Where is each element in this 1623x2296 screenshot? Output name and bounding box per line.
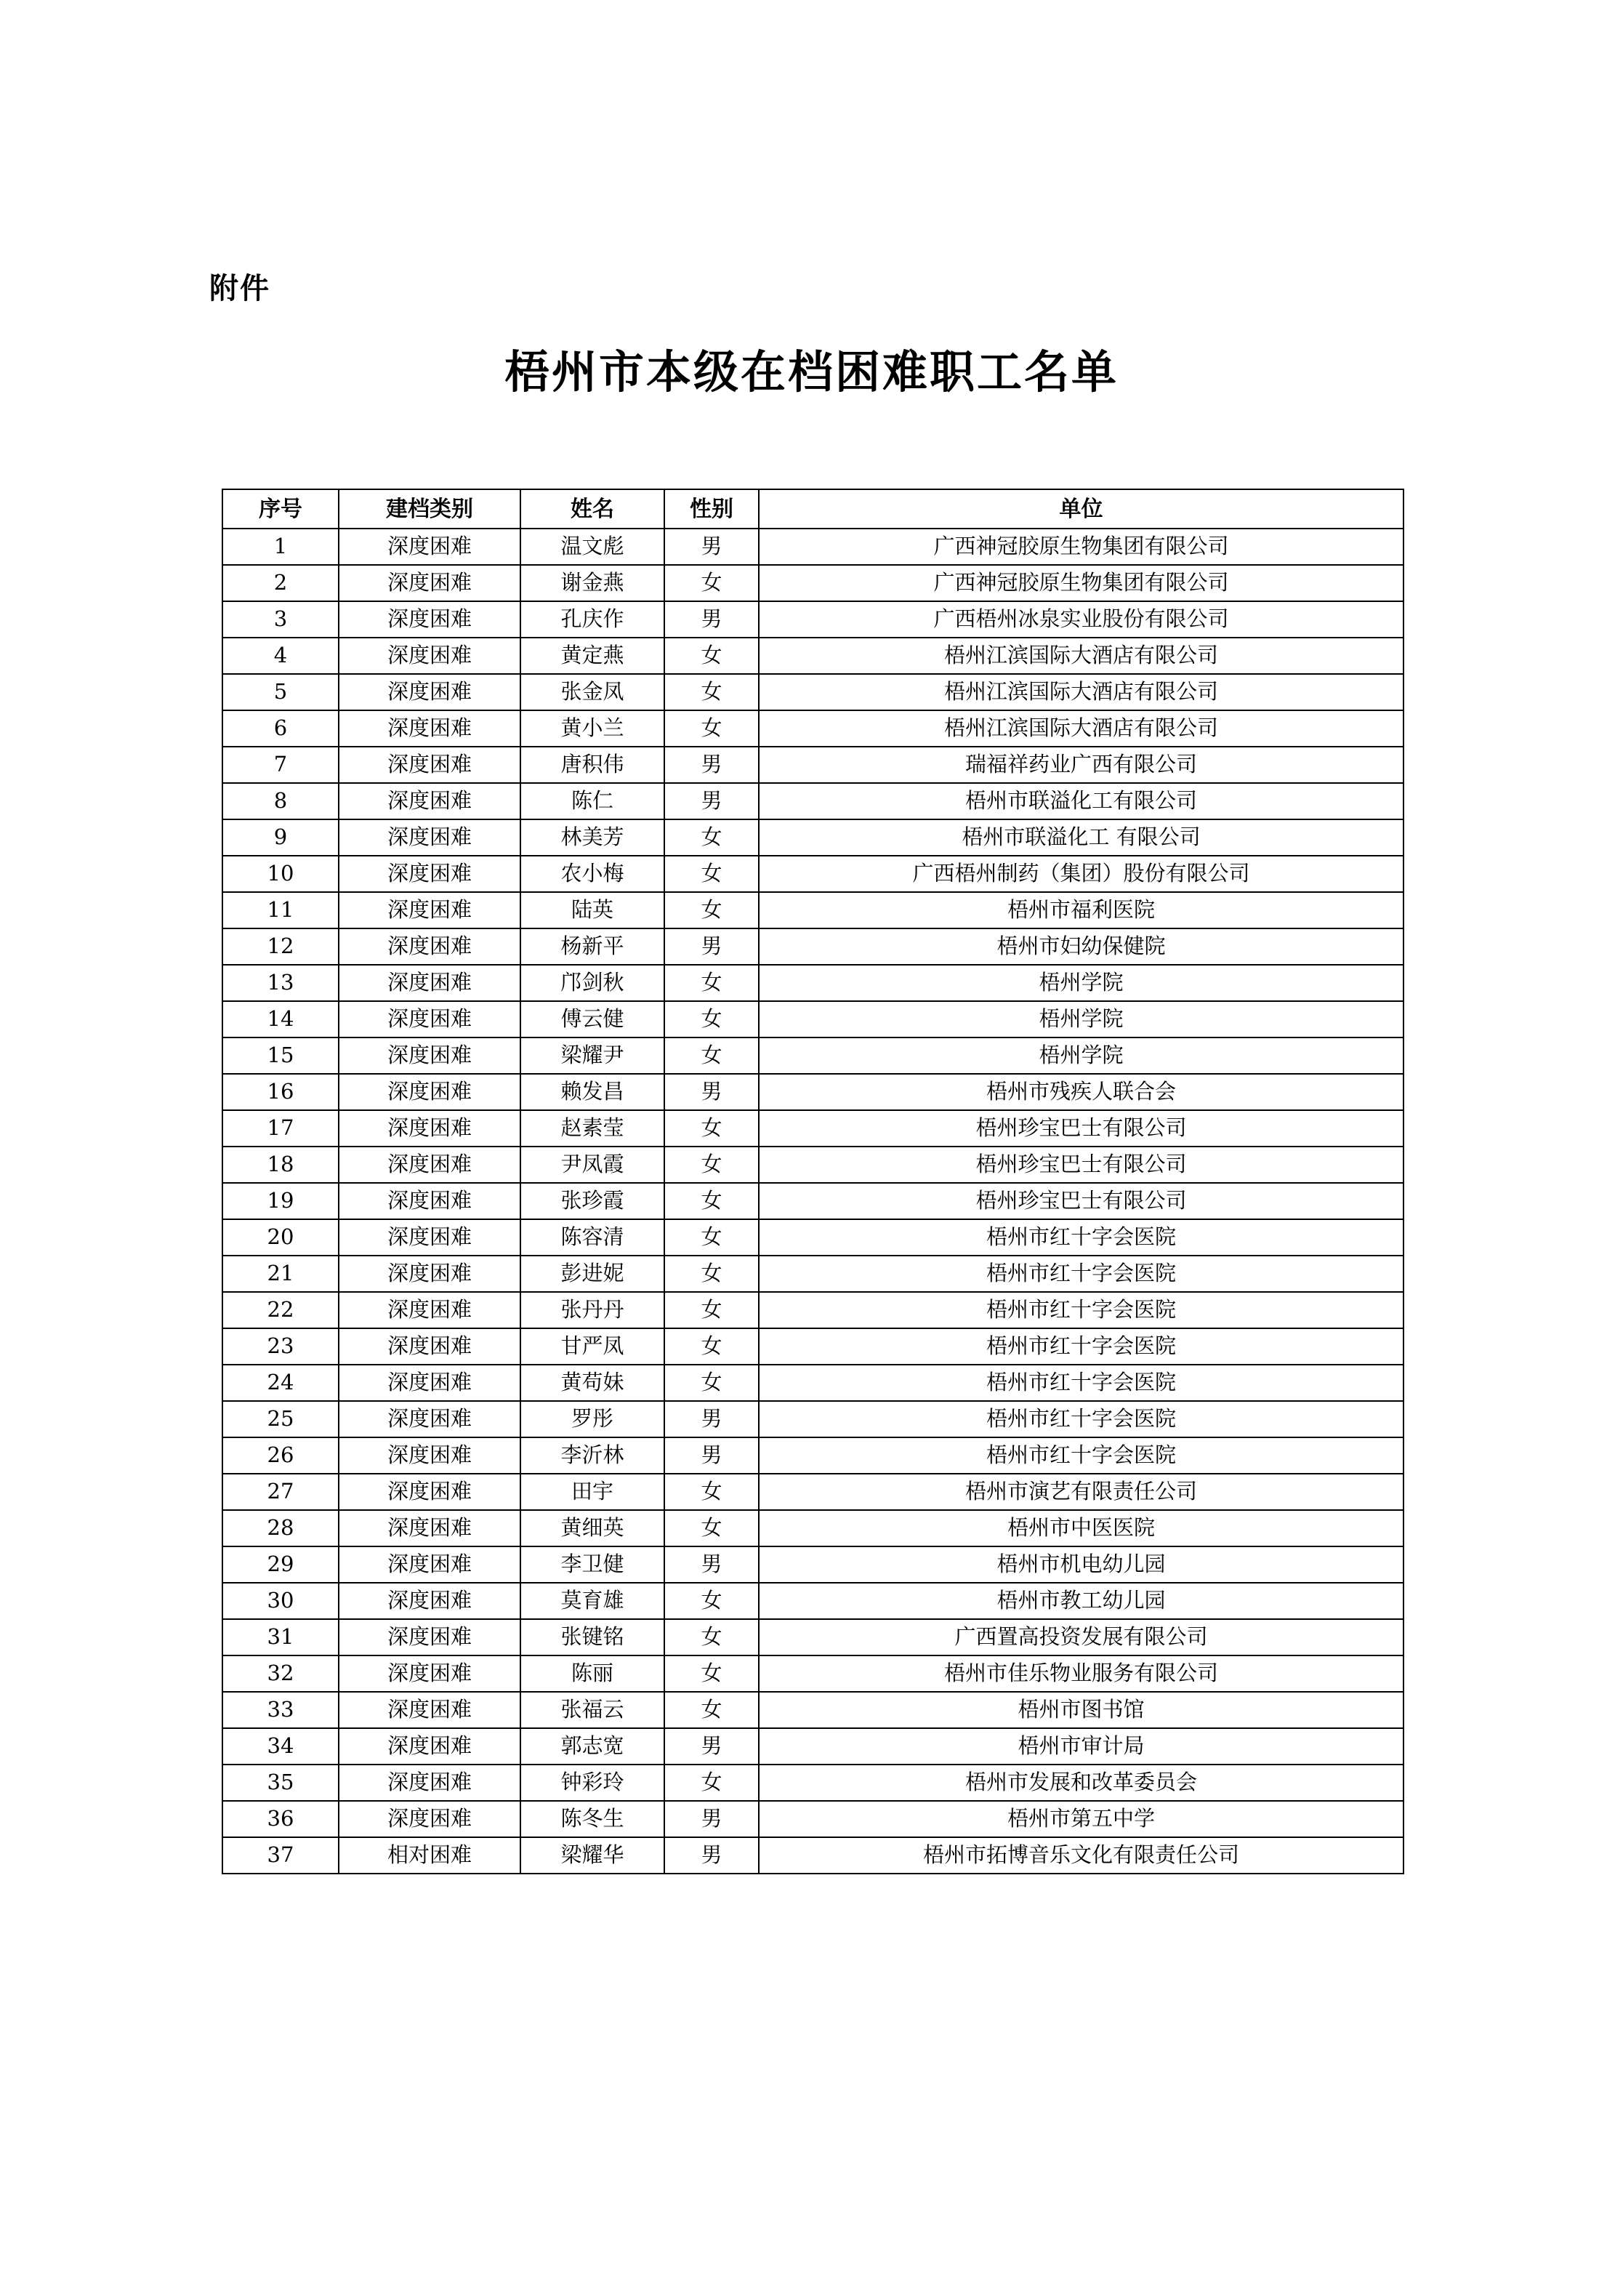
cell-unit: 梧州市发展和改革委员会: [759, 1765, 1403, 1801]
cell-category: 深度困难: [339, 819, 520, 856]
cell-category: 深度困难: [339, 529, 520, 565]
cell-index: 7: [222, 747, 339, 783]
table-row: [222, 1655, 1403, 1692]
attachment-label: 附件: [209, 271, 270, 305]
table-row: [222, 1074, 1403, 1110]
cell-gender: 女: [664, 1183, 759, 1219]
cell-index: 2: [222, 565, 339, 601]
cell-gender: 女: [664, 1110, 759, 1147]
cell-name: 田宇: [520, 1474, 664, 1510]
table-row: [222, 1110, 1403, 1147]
cell-index: 31: [222, 1619, 339, 1655]
cell-name: 李沂林: [520, 1437, 664, 1474]
cell-index: 32: [222, 1655, 339, 1692]
table-body: [222, 529, 1403, 1874]
cell-name: 彭进妮: [520, 1256, 664, 1292]
cell-unit: 梧州市红十字会医院: [759, 1256, 1403, 1292]
cell-name: 黄定燕: [520, 638, 664, 674]
table-row: [222, 1583, 1403, 1619]
cell-name: 张丹丹: [520, 1292, 664, 1328]
page-title: 梧州市本级在档困难职工名单: [504, 345, 1119, 398]
cell-name: 黄苟妹: [520, 1365, 664, 1401]
cell-gender: 女: [664, 1619, 759, 1655]
cell-unit: 广西梧州冰泉实业股份有限公司: [759, 601, 1403, 638]
table-row: [222, 747, 1403, 783]
cell-category: 深度困难: [339, 1692, 520, 1728]
cell-name: 林美芳: [520, 819, 664, 856]
cell-unit: 梧州珍宝巴士有限公司: [759, 1110, 1403, 1147]
cell-name: 谢金燕: [520, 565, 664, 601]
table-row: [222, 1147, 1403, 1183]
cell-category: 深度困难: [339, 747, 520, 783]
cell-unit: 梧州市中医医院: [759, 1510, 1403, 1546]
cell-category: 深度困难: [339, 928, 520, 965]
cell-index: 4: [222, 638, 339, 674]
table-row: [222, 1037, 1403, 1074]
cell-index: 37: [222, 1837, 339, 1874]
cell-unit: 广西置高投资发展有限公司: [759, 1619, 1403, 1655]
cell-index: 8: [222, 783, 339, 819]
cell-unit: 梧州市联溢化工 有限公司: [759, 819, 1403, 856]
cell-category: 深度困难: [339, 1037, 520, 1074]
cell-unit: 梧州市教工幼儿园: [759, 1583, 1403, 1619]
cell-unit: 梧州市第五中学: [759, 1801, 1403, 1837]
column-header-index: 序号: [222, 489, 339, 529]
cell-category: 深度困难: [339, 1401, 520, 1437]
cell-category: 深度困难: [339, 1256, 520, 1292]
cell-name: 杨新平: [520, 928, 664, 965]
cell-name: 温文彪: [520, 529, 664, 565]
cell-index: 21: [222, 1256, 339, 1292]
cell-gender: 女: [664, 819, 759, 856]
cell-index: 14: [222, 1001, 339, 1037]
cell-gender: 男: [664, 601, 759, 638]
table-row: [222, 1001, 1403, 1037]
cell-index: 15: [222, 1037, 339, 1074]
table-row: [222, 1292, 1403, 1328]
cell-gender: 女: [664, 638, 759, 674]
cell-category: 深度困难: [339, 892, 520, 928]
cell-gender: 女: [664, 1037, 759, 1074]
cell-gender: 女: [664, 1292, 759, 1328]
cell-category: 深度困难: [339, 1147, 520, 1183]
cell-index: 34: [222, 1728, 339, 1765]
table-row: [222, 1183, 1403, 1219]
cell-gender: 女: [664, 965, 759, 1001]
cell-gender: 男: [664, 1074, 759, 1110]
column-header-gender: 性别: [664, 489, 759, 529]
cell-gender: 男: [664, 1437, 759, 1474]
cell-gender: 女: [664, 1510, 759, 1546]
cell-name: 唐积伟: [520, 747, 664, 783]
cell-name: 李卫健: [520, 1546, 664, 1583]
cell-unit: 梧州市图书馆: [759, 1692, 1403, 1728]
worker-list-table-wrapper: [222, 489, 1403, 1874]
cell-index: 28: [222, 1510, 339, 1546]
table-row: [222, 783, 1403, 819]
cell-name: 陈冬生: [520, 1801, 664, 1837]
cell-index: 3: [222, 601, 339, 638]
table-row: [222, 1765, 1403, 1801]
cell-unit: 广西神冠胶原生物集团有限公司: [759, 529, 1403, 565]
table-row: [222, 1546, 1403, 1583]
cell-gender: 男: [664, 1401, 759, 1437]
cell-gender: 男: [664, 928, 759, 965]
cell-index: 24: [222, 1365, 339, 1401]
table-row: [222, 601, 1403, 638]
cell-gender: 女: [664, 565, 759, 601]
cell-category: 深度困难: [339, 601, 520, 638]
cell-index: 27: [222, 1474, 339, 1510]
cell-name: 梁耀华: [520, 1837, 664, 1874]
cell-category: 深度困难: [339, 638, 520, 674]
cell-index: 1: [222, 529, 339, 565]
cell-index: 26: [222, 1437, 339, 1474]
cell-gender: 女: [664, 1692, 759, 1728]
cell-index: 18: [222, 1147, 339, 1183]
cell-name: 赖发昌: [520, 1074, 664, 1110]
table-row: [222, 1219, 1403, 1256]
cell-unit: 梧州学院: [759, 1037, 1403, 1074]
table-row: [222, 1328, 1403, 1365]
cell-index: 11: [222, 892, 339, 928]
cell-index: 23: [222, 1328, 339, 1365]
cell-gender: 男: [664, 747, 759, 783]
cell-gender: 女: [664, 1219, 759, 1256]
table-row: [222, 1365, 1403, 1401]
table-row: [222, 965, 1403, 1001]
cell-unit: 梧州学院: [759, 965, 1403, 1001]
table-row: [222, 1692, 1403, 1728]
table-row: [222, 856, 1403, 892]
cell-category: 深度困难: [339, 1583, 520, 1619]
cell-gender: 女: [664, 1583, 759, 1619]
cell-name: 甘严凤: [520, 1328, 664, 1365]
cell-name: 梁耀尹: [520, 1037, 664, 1074]
cell-gender: 男: [664, 1728, 759, 1765]
cell-unit: 广西神冠胶原生物集团有限公司: [759, 565, 1403, 601]
cell-gender: 女: [664, 1655, 759, 1692]
cell-gender: 女: [664, 1365, 759, 1401]
cell-name: 张键铭: [520, 1619, 664, 1655]
cell-index: 20: [222, 1219, 339, 1256]
cell-name: 邝剑秋: [520, 965, 664, 1001]
cell-category: 深度困难: [339, 856, 520, 892]
cell-category: 深度困难: [339, 783, 520, 819]
table-row: [222, 1510, 1403, 1546]
table-row: [222, 1437, 1403, 1474]
cell-gender: 女: [664, 674, 759, 710]
cell-category: 深度困难: [339, 1110, 520, 1147]
cell-category: 深度困难: [339, 1074, 520, 1110]
cell-gender: 女: [664, 1147, 759, 1183]
cell-category: 深度困难: [339, 1183, 520, 1219]
cell-unit: 梧州市机电幼儿园: [759, 1546, 1403, 1583]
cell-unit: 梧州市残疾人联合会: [759, 1074, 1403, 1110]
cell-name: 张金凤: [520, 674, 664, 710]
column-header-unit: 单位: [759, 489, 1403, 529]
cell-unit: 梧州珍宝巴士有限公司: [759, 1147, 1403, 1183]
table-row: [222, 565, 1403, 601]
cell-name: 黄细英: [520, 1510, 664, 1546]
cell-category: 深度困难: [339, 1437, 520, 1474]
cell-category: 深度困难: [339, 565, 520, 601]
cell-index: 36: [222, 1801, 339, 1837]
cell-unit: 梧州市红十字会医院: [759, 1292, 1403, 1328]
cell-name: 赵素莹: [520, 1110, 664, 1147]
cell-unit: 梧州江滨国际大酒店有限公司: [759, 674, 1403, 710]
cell-category: 深度困难: [339, 965, 520, 1001]
cell-unit: 梧州市妇幼保健院: [759, 928, 1403, 965]
column-header-category: 建档类别: [339, 489, 520, 529]
cell-unit: 梧州市福利医院: [759, 892, 1403, 928]
cell-index: 35: [222, 1765, 339, 1801]
cell-index: 6: [222, 710, 339, 747]
cell-name: 钟彩玲: [520, 1765, 664, 1801]
cell-index: 13: [222, 965, 339, 1001]
cell-index: 17: [222, 1110, 339, 1147]
cell-name: 陈丽: [520, 1655, 664, 1692]
cell-unit: 梧州市拓博音乐文化有限责任公司: [759, 1837, 1403, 1874]
cell-name: 莫育雄: [520, 1583, 664, 1619]
cell-name: 张珍霞: [520, 1183, 664, 1219]
cell-gender: 男: [664, 529, 759, 565]
cell-category: 深度困难: [339, 1001, 520, 1037]
cell-unit: 梧州市审计局: [759, 1728, 1403, 1765]
cell-unit: 梧州市红十字会医院: [759, 1219, 1403, 1256]
cell-index: 33: [222, 1692, 339, 1728]
cell-name: 郭志宽: [520, 1728, 664, 1765]
cell-gender: 男: [664, 1801, 759, 1837]
cell-name: 张福云: [520, 1692, 664, 1728]
cell-index: 22: [222, 1292, 339, 1328]
cell-name: 陆英: [520, 892, 664, 928]
cell-gender: 女: [664, 856, 759, 892]
cell-index: 29: [222, 1546, 339, 1583]
cell-unit: 梧州市联溢化工有限公司: [759, 783, 1403, 819]
cell-index: 25: [222, 1401, 339, 1437]
cell-category: 深度困难: [339, 1546, 520, 1583]
cell-name: 农小梅: [520, 856, 664, 892]
table-row: [222, 674, 1403, 710]
table-row: [222, 710, 1403, 747]
table-row: [222, 1837, 1403, 1874]
cell-gender: 女: [664, 710, 759, 747]
cell-index: 5: [222, 674, 339, 710]
table-row: [222, 1256, 1403, 1292]
cell-category: 深度困难: [339, 1474, 520, 1510]
worker-list-table: [222, 489, 1404, 1874]
cell-gender: 女: [664, 1256, 759, 1292]
cell-name: 孔庆作: [520, 601, 664, 638]
cell-index: 10: [222, 856, 339, 892]
cell-unit: 广西梧州制药（集团）股份有限公司: [759, 856, 1403, 892]
cell-index: 19: [222, 1183, 339, 1219]
cell-name: 陈仁: [520, 783, 664, 819]
cell-category: 深度困难: [339, 1728, 520, 1765]
cell-gender: 男: [664, 1546, 759, 1583]
table-header-row: [222, 489, 1403, 529]
cell-name: 傅云健: [520, 1001, 664, 1037]
table-row: [222, 819, 1403, 856]
cell-name: 罗彤: [520, 1401, 664, 1437]
cell-category: 深度困难: [339, 1765, 520, 1801]
cell-unit: 梧州江滨国际大酒店有限公司: [759, 638, 1403, 674]
cell-unit: 梧州市佳乐物业服务有限公司: [759, 1655, 1403, 1692]
cell-unit: 梧州珍宝巴士有限公司: [759, 1183, 1403, 1219]
cell-gender: 女: [664, 892, 759, 928]
table-row: [222, 1619, 1403, 1655]
cell-gender: 女: [664, 1765, 759, 1801]
table-row: [222, 1801, 1403, 1837]
cell-category: 相对困难: [339, 1837, 520, 1874]
cell-category: 深度困难: [339, 674, 520, 710]
column-header-name: 姓名: [520, 489, 664, 529]
cell-unit: 梧州市红十字会医院: [759, 1401, 1403, 1437]
cell-category: 深度困难: [339, 1365, 520, 1401]
cell-category: 深度困难: [339, 1655, 520, 1692]
cell-name: 陈容清: [520, 1219, 664, 1256]
cell-category: 深度困难: [339, 1801, 520, 1837]
cell-name: 黄小兰: [520, 710, 664, 747]
cell-unit: 梧州市演艺有限责任公司: [759, 1474, 1403, 1510]
table-row: [222, 1401, 1403, 1437]
cell-gender: 女: [664, 1474, 759, 1510]
cell-unit: 梧州学院: [759, 1001, 1403, 1037]
cell-index: 30: [222, 1583, 339, 1619]
table-row: [222, 1728, 1403, 1765]
cell-category: 深度困难: [339, 1510, 520, 1546]
cell-name: 尹凤霞: [520, 1147, 664, 1183]
cell-gender: 男: [664, 1837, 759, 1874]
cell-gender: 女: [664, 1001, 759, 1037]
cell-category: 深度困难: [339, 1292, 520, 1328]
cell-category: 深度困难: [339, 1328, 520, 1365]
table-row: [222, 1474, 1403, 1510]
table-row: [222, 928, 1403, 965]
cell-gender: 男: [664, 783, 759, 819]
cell-category: 深度困难: [339, 1219, 520, 1256]
table-row: [222, 638, 1403, 674]
cell-unit: 瑞福祥药业广西有限公司: [759, 747, 1403, 783]
cell-index: 12: [222, 928, 339, 965]
cell-unit: 梧州市红十字会医院: [759, 1365, 1403, 1401]
cell-unit: 梧州市红十字会医院: [759, 1437, 1403, 1474]
table-row: [222, 529, 1403, 565]
cell-unit: 梧州江滨国际大酒店有限公司: [759, 710, 1403, 747]
cell-unit: 梧州市红十字会医院: [759, 1328, 1403, 1365]
cell-gender: 女: [664, 1328, 759, 1365]
cell-category: 深度困难: [339, 1619, 520, 1655]
cell-index: 16: [222, 1074, 339, 1110]
table-row: [222, 892, 1403, 928]
cell-category: 深度困难: [339, 710, 520, 747]
cell-index: 9: [222, 819, 339, 856]
